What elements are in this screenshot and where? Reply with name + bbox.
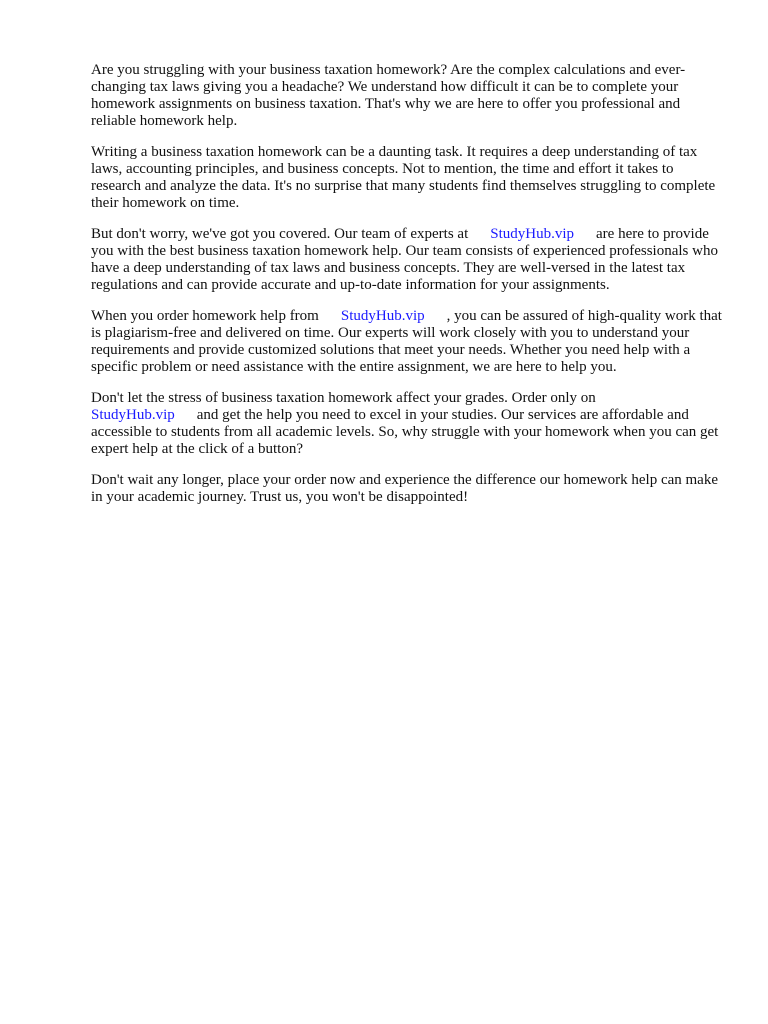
paragraph-experts [91,226,723,294]
paragraph-grades-lead: Don't let the stress of business taxation homework affect your grades. Order only on [91,390,596,406]
paragraph-experts-rest: are here to provide you with the best business taxation homework help. Our team consists of experienced professionals who have a deep understanding of tax laws and business concepts. They are well-versed in the latest tax regulations and can provide accurate and up-to-date information for your assignments. [91,226,718,293]
paragraph-order [91,308,723,376]
paragraph-intro: Are you struggling with your business taxation homework? Are the complex calculations and ever-changing tax laws giving you a headache? We understand how difficult it can be to complete your homework assignments on business taxation. That's why we are here to offer you professional and reliable homework help. [91,62,686,129]
studyhub-link[interactable]: StudyHub.vip [490,226,575,242]
paragraph-closing: Don't wait any longer, place your order now and experience the difference our homework help can make in your academic journey. Trust us, you won't be disappointed! [91,472,718,505]
paragraph-grades [91,390,723,458]
paragraph-grades-rest: and get the help you need to excel in your studies. Our services are affordable and accessible to students from all academic levels. So, why struggle with your homework when you can get expert help at the click of a button? [91,407,719,457]
paragraph-order-rest: , you can be assured of high-quality work that is plagiarism-free and delivered on time. Our experts will work closely with you to understand your requirements and provide customized solutions that meet your needs. Whether you need help with a specific problem or need assistance with the entire assignment, we are here to help you. [91,308,722,375]
studyhub-link[interactable]: StudyHub.vip [91,407,175,423]
document-body [91,62,723,520]
studyhub-link[interactable]: StudyHub.vip [340,308,425,324]
paragraph-experts-lead: But don't worry, we've got you covered. Our team of experts at [91,226,469,242]
paragraph-difficulty: Writing a business taxation homework can be a daunting task. It requires a deep understanding of tax laws, accounting principles, and business concepts. Not to mention, the time and effort it takes to research and analyze the data. It's no surprise that many students find themselves struggling to complete their homework on time. [91,144,716,211]
paragraph-order-lead: When you order homework help from [91,308,319,324]
